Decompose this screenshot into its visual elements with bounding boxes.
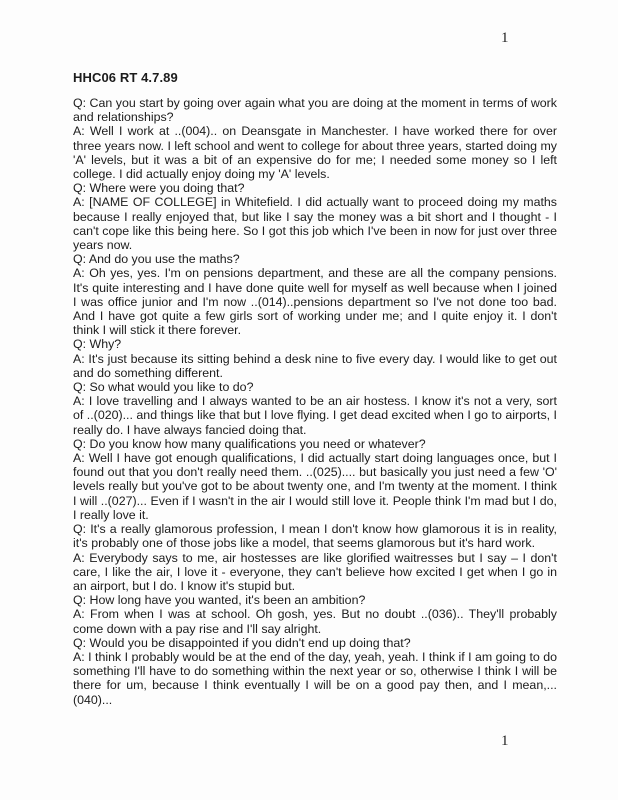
transcript-turn: A: Well I work at ..(004).. on Deansgate in Manchester. I have worked there for over three years now. I left school and went to college for about three years, started doing my 'A' levels, but it was a bit of an expensive do for me; I needed some money so I left college. I did actually enjoy doing my 'A' levels. xyxy=(73,124,557,182)
transcript-turn: A: [NAME OF COLLEGE] in Whitefield. I did actually want to proceed doing my maths because I really enjoyed that, but like I say the money was a bit short and I thought - I can't cope like this being here. So I got this job which I've been in now for just over three years now. xyxy=(73,195,557,253)
transcript-turn: A: Well I have got enough qualifications, I did actually start doing languages once, but I found out that you don't really need them. ..(025).... but basically you just need a few 'O' levels really but you've got to be about twenty one, and I'm twenty at the moment. I think I will ..(027)... Even if I wasn't in the air I would still love it. People think I'm mad but I do, I really love it. xyxy=(73,451,557,522)
transcript-turn: A: From when I was at school. Oh gosh, yes. But no doubt ..(036).. They'll probably come down with a pay rise and I'll say alright. xyxy=(73,607,557,636)
document-heading: HHC06 RT 4.7.89 xyxy=(73,70,178,85)
transcript-turn: A: I love travelling and I always wanted to be an air hostess. I know it's not a very, sort of ..(020)... and things like that but I love flying. I get dead excited when I go to airports, I really do. I have always fancied doing that. xyxy=(73,394,557,437)
transcript-turn: Q: Would you be disappointed if you didn't end up doing that? xyxy=(73,635,411,650)
transcript-turn: Q: How long have you wanted, it's been an ambition? xyxy=(73,593,366,608)
transcript-turn: A: It's just because its sitting behind a desk nine to five every day. I would like to get out and do something different. xyxy=(73,351,557,380)
page-number-top: 1 xyxy=(501,30,509,46)
transcript-turn: Q: Why? xyxy=(73,337,122,352)
transcript-turn: Q: Can you start by going over again what you are doing at the moment in terms of work and relationships? xyxy=(73,96,557,125)
transcript-turn: Q: And do you use the maths? xyxy=(73,252,240,267)
transcript xyxy=(73,96,557,707)
transcript-turn: Q: Do you know how many qualifications you need or whatever? xyxy=(73,436,426,451)
transcript-turn: A: I think I probably would be at the end of the day, yeah, yeah. I think if I am going to do something I'll have to do something within the next year or so, otherwise I think I will be there for um, because I think eventually I will be on a good pay then, and I mean,...(040)... xyxy=(73,649,557,707)
transcript-turn: Q: Where were you doing that? xyxy=(73,181,245,196)
transcript-turn: A: Oh yes, yes. I'm on pensions department, and these are all the company pensions. It's quite interesting and I have done quite well for myself as well because when I joined I was office junior and I'm now ..(014)..pensions department so I've not done too bad. And I have got quite a few girls sort of working under me; and I quite enjoy it. I don't think I will stick it there forever. xyxy=(73,266,557,338)
transcript-turn: Q: So what would you like to do? xyxy=(73,380,254,395)
transcript-turn: Q: It's a really glamorous profession, I mean I don't know how glamorous it is in reality, it's probably one of those jobs like a model, that seems glamorous but it's hard work. xyxy=(73,522,557,551)
page-number-bottom: 1 xyxy=(501,733,509,749)
transcript-turn: A: Everybody says to me, air hostesses are like glorified waitresses but I say – I don't care, I like the air, I love it - everyone, they can't believe how excited I get when I go in an airport, but I do. I know it's stupid but. xyxy=(73,550,557,593)
